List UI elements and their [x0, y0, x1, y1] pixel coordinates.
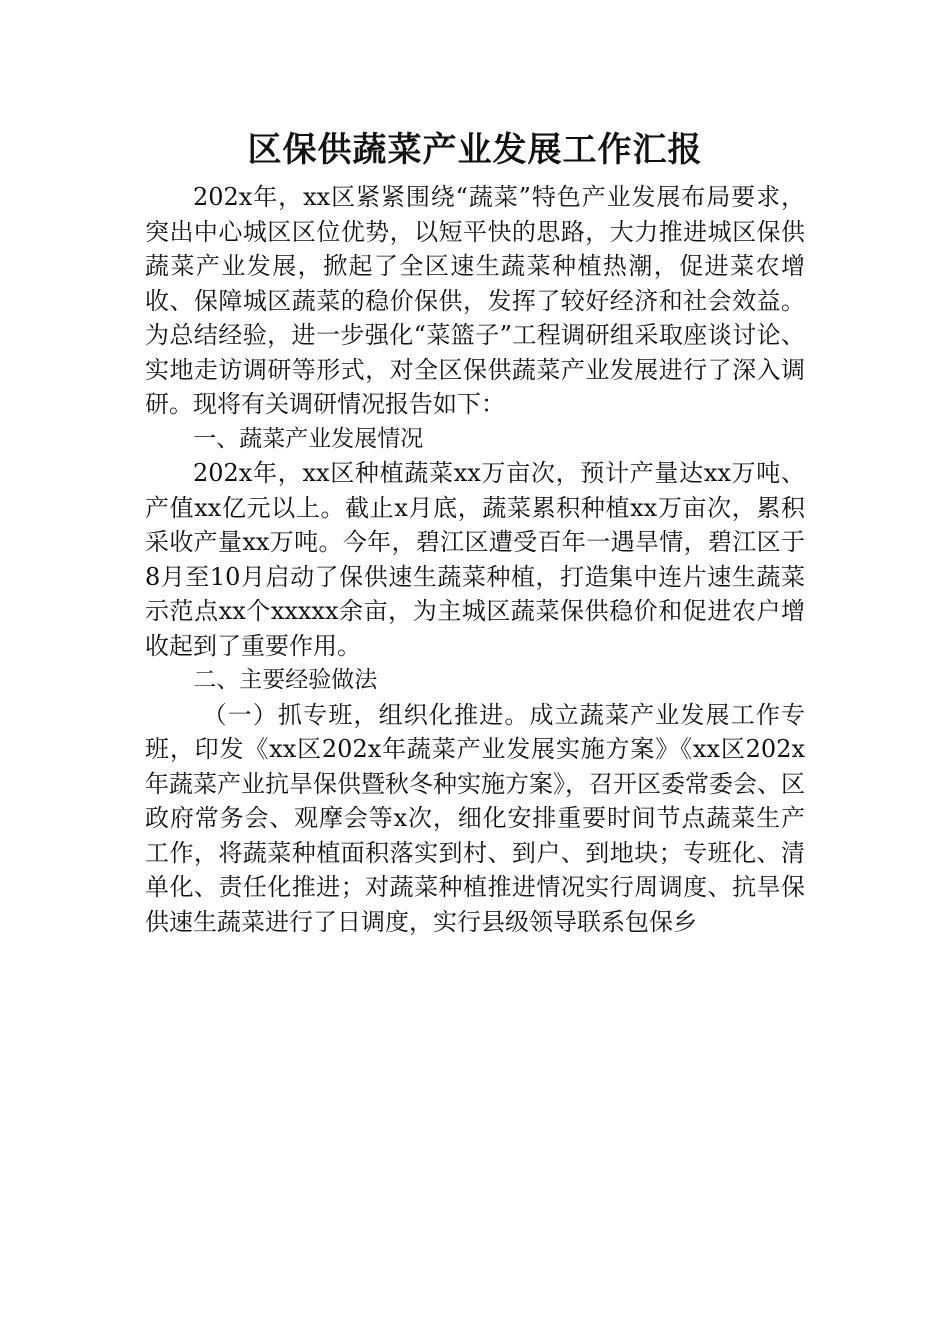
section-1-paragraph: 202x年，xx区种植蔬菜xx万亩次，预计产量达xx万吨、产值xx亿元以上。截止x月底，蔬菜累积种植xx万亩次，累积采收产量xx万吨。今年，碧江区遭受百年一遇旱情，碧江区于8月至10月启动了保供速生蔬菜种植，打造集中连片速生蔬菜示范点xx个xxxxx余亩，为主城区蔬菜保供稳价和促进农户增收起到了重要作用。: [145, 459, 805, 660]
section-heading-2: 二、主要经验做法: [193, 667, 378, 693]
document-page: [145, 120, 805, 939]
section-2-paragraph: （一）抓专班，组织化推进。成立蔬菜产业发展工作专班，印发《xx区202x年蔬菜产业发展实施方案》《xx区202x年蔬菜产业抗旱保供暨秋冬种实施方案》，召开区委常委会、区政府常务会、观摩会等x次，细化安排重要时间节点蔬菜生产工作，将蔬菜种植面积落实到村、到户、到地块；专班化、清单化、责任化推进；对蔬菜种植推进情况实行周调度、抗旱保供速生蔬菜进行了日调度，实行县级领导联系包保乡: [145, 700, 805, 936]
section-heading-1: 一、蔬菜产业发展情况: [193, 425, 424, 452]
document-title: 区保供蔬菜产业发展工作汇报: [247, 130, 703, 170]
intro-paragraph: 202x年，xx区紧紧围绕“蔬菜”特色产业发展布局要求，突出中心城区区位优势，以短平快的思路，大力推进城区保供蔬菜产业发展，掀起了全区速生蔬菜种植热潮，促进菜农增收、保障城区蔬菜的稳价保供，发挥了较好经济和社会效益。为总结经验，进一步强化“菜篮子”工程调研组采取座谈讨论、实地走访调研等形式，对全区保供蔬菜产业发展进行了深入调研。现将有关调研情况报告如下：: [145, 183, 805, 418]
